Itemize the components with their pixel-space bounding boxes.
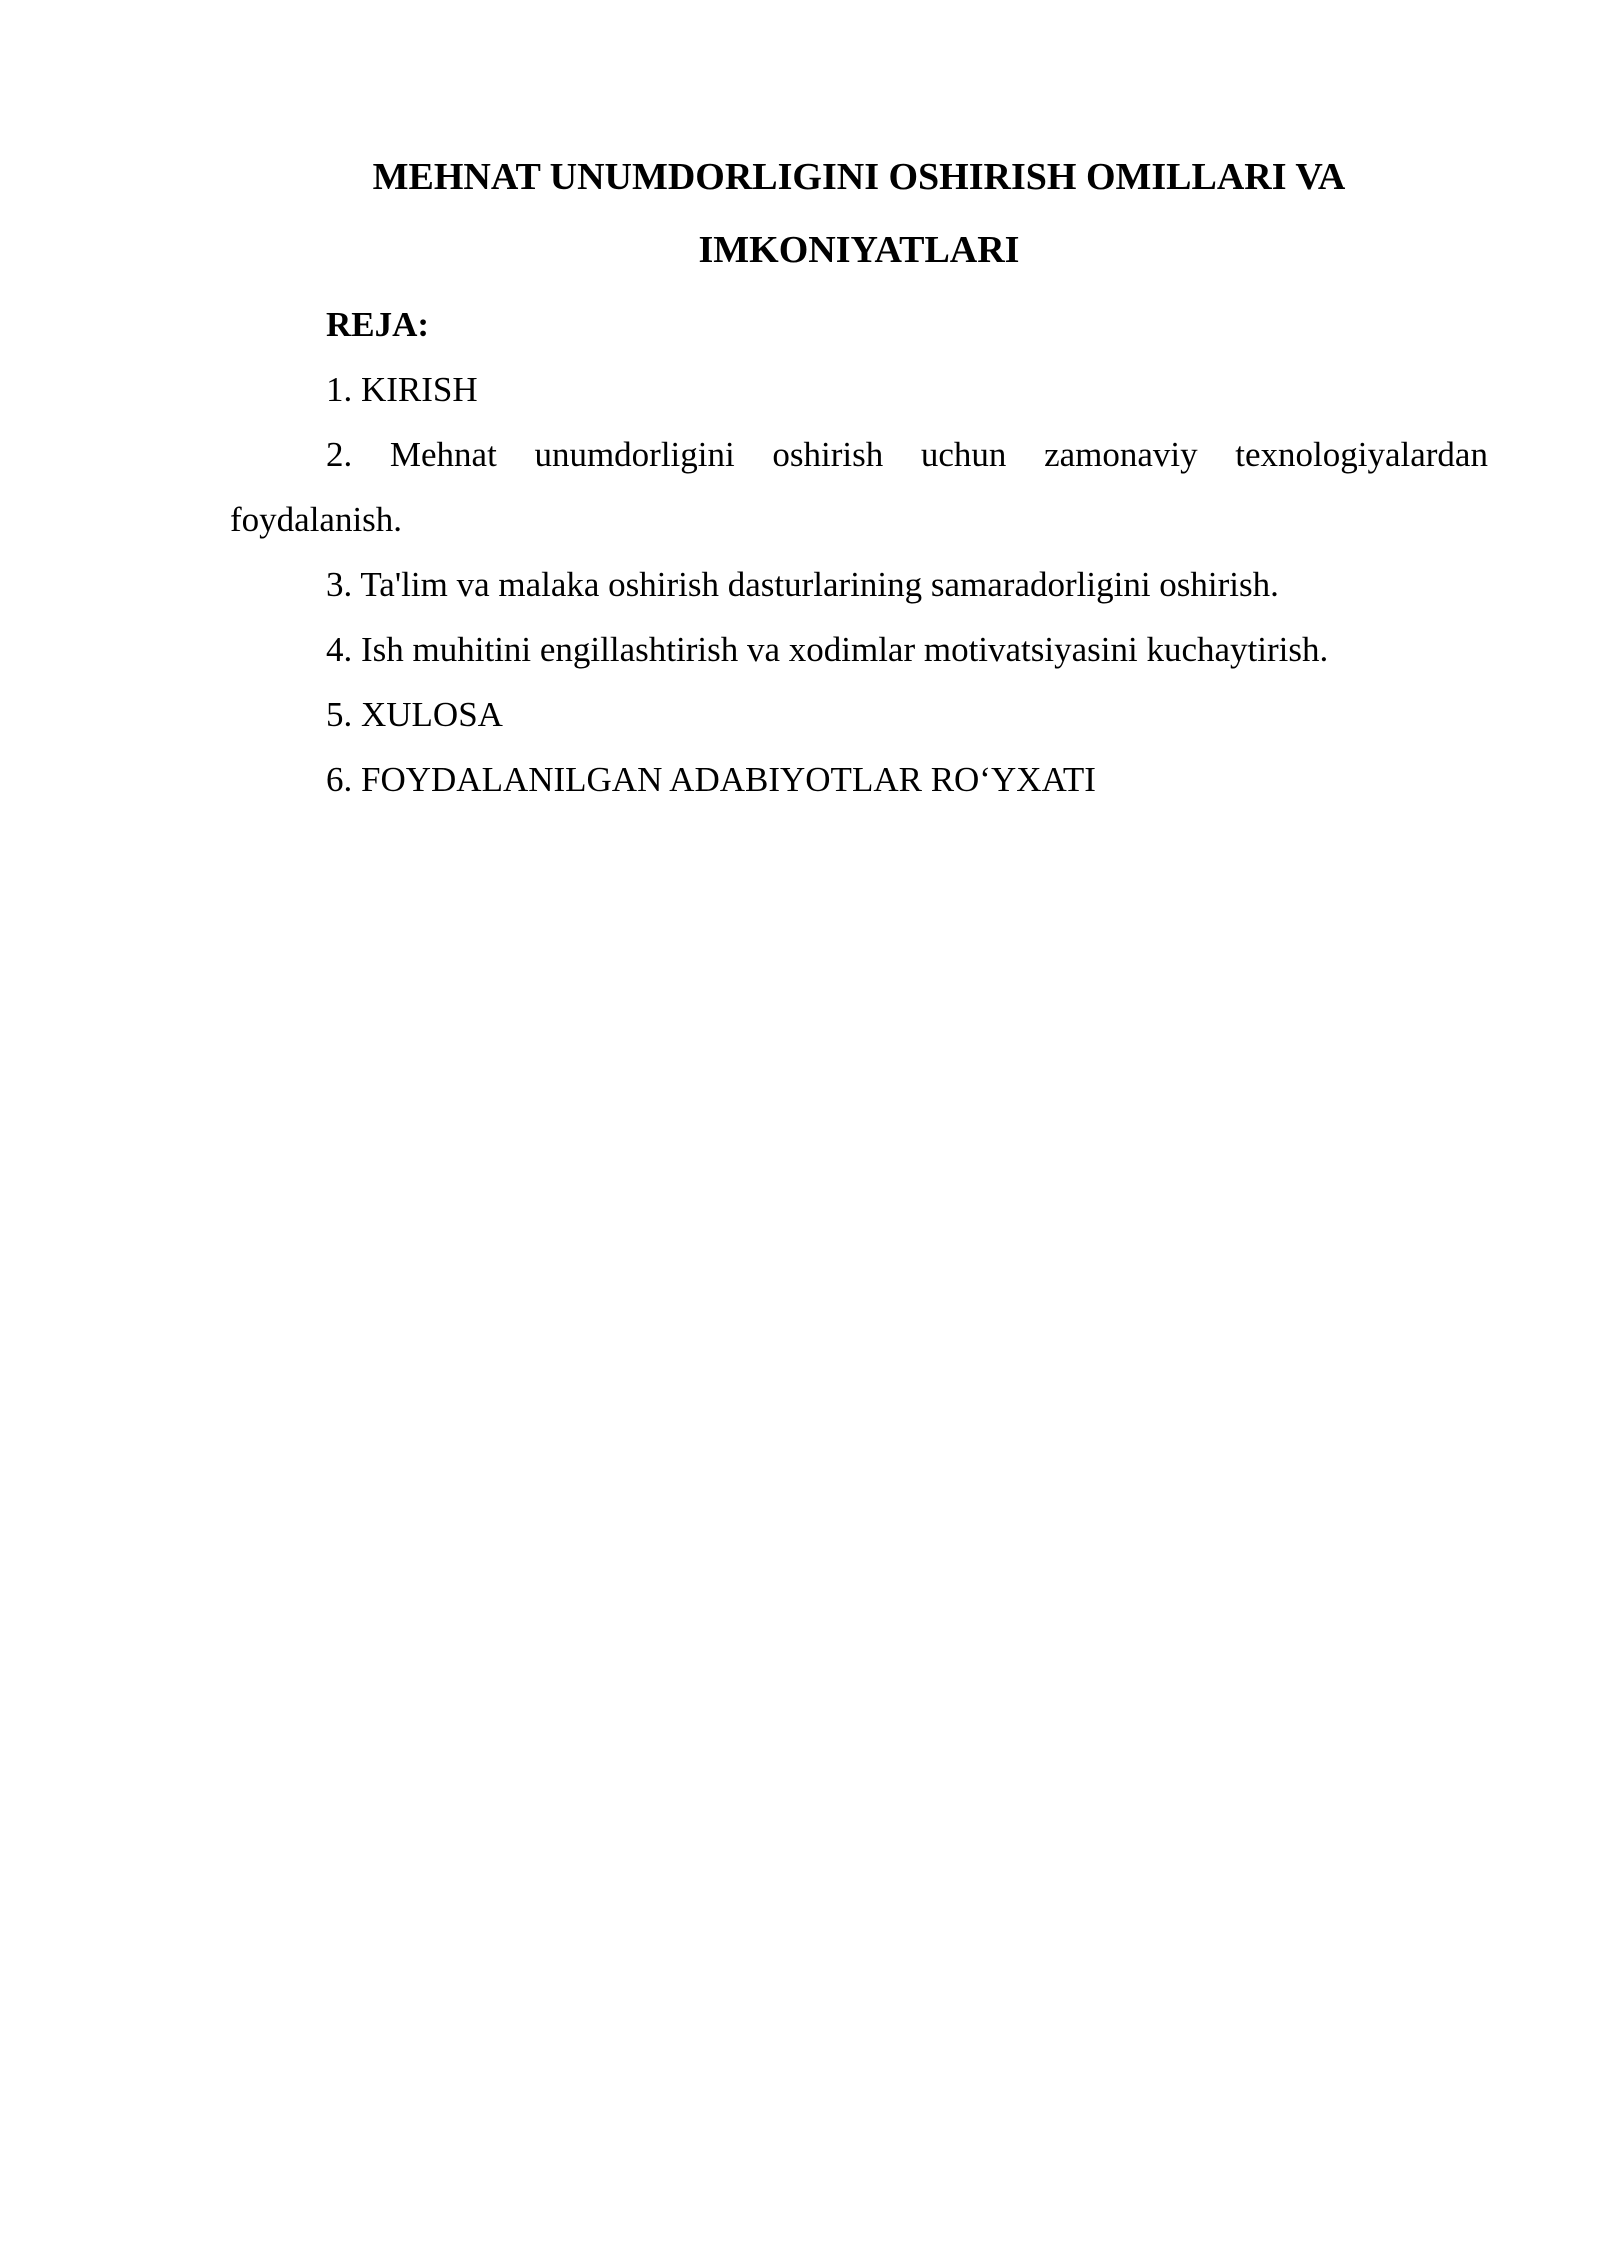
plan-heading: REJA:	[326, 305, 430, 344]
document-title-line-2: IMKONIYATLARI	[698, 229, 1020, 271]
plan-item-2-line-1: 2. Mehnat unumdorligini oshirish uchun zamonaviy texnologiyalardan	[326, 435, 1488, 474]
plan-item-2-line-2: foydalanish.	[230, 500, 403, 539]
plan-item-5: 5. XULOSA	[326, 695, 503, 734]
plan-item-4: 4. Ish muhitini engillashtirish va xodimlar motivatsiyasini kuchaytirish.	[326, 630, 1329, 669]
plan-item-3: 3. Ta'lim va malaka oshirish dasturlarining samaradorligini oshirish.	[326, 565, 1279, 604]
document-title-line-1: MEHNAT UNUMDORLIGINI OSHIRISH OMILLARI VA	[372, 156, 1346, 198]
plan-item-1: 1. KIRISH	[326, 370, 478, 409]
plan-item-6: 6. FOYDALANILGAN ADABIYOTLAR RO‘YXATI	[326, 760, 1096, 799]
